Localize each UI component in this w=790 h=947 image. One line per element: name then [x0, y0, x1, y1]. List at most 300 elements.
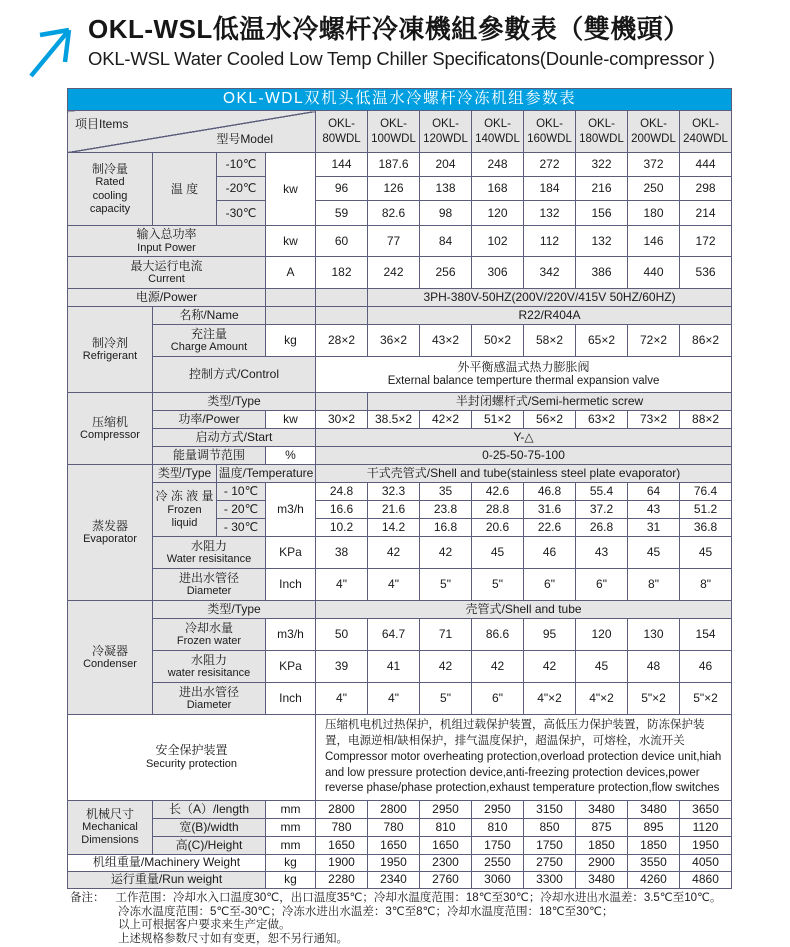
- model-header-cell: [576, 111, 628, 153]
- value-cell: 32.3: [368, 483, 420, 501]
- run-weight-label: 运行重量/Run weight: [68, 871, 266, 888]
- value-cell: 1650: [420, 836, 472, 854]
- model-prefix: OKL-: [432, 117, 459, 130]
- frozen-liquid-row--10: [68, 483, 732, 501]
- height-label: 高(C)/Height: [153, 836, 266, 854]
- value-cell: 3480: [576, 800, 628, 818]
- value-cell: 3550: [628, 854, 680, 871]
- page-title-cn: OKL-WSL低温水冷螺杆冷凍機組參數表（雙機頭）: [88, 14, 690, 44]
- model-header-cell: [368, 111, 420, 153]
- value-cell: 372: [628, 153, 680, 177]
- refrigerant-name-row: [68, 307, 732, 325]
- value-cell: 28×2: [316, 325, 368, 357]
- evap-diameter-label: [153, 569, 266, 601]
- value-cell: 187.6: [368, 153, 420, 177]
- value-cell: 76.4: [680, 483, 732, 501]
- value-cell: 31: [628, 519, 680, 537]
- power-supply-value: 3PH-380V-50HZ(200V/220V/415V 50HZ/60HZ): [368, 289, 732, 307]
- value-cell: 810: [420, 818, 472, 836]
- model-header-cell: [420, 111, 472, 153]
- value-cell: 810: [472, 818, 524, 836]
- value-cell: 24.8: [316, 483, 368, 501]
- value-cell: 58×2: [524, 325, 576, 357]
- security-row: [68, 715, 732, 801]
- value-cell: 45: [628, 537, 680, 569]
- label-line: 外平衡感温式热力膨胀阀: [457, 360, 590, 375]
- label-line: Current: [148, 273, 185, 286]
- value-cell: 4"×2: [576, 683, 628, 715]
- temp-value-label: - 20℃: [217, 501, 266, 519]
- value-cell: 50: [316, 619, 368, 651]
- height-row: [68, 836, 732, 854]
- value-cell: 86.6: [472, 619, 524, 651]
- temp-value-label: -30℃: [217, 201, 266, 226]
- label-line: 安全保护装置: [155, 743, 228, 758]
- label-line: Refrigerant: [82, 350, 138, 363]
- value-cell: 26.8: [576, 519, 628, 537]
- value-cell: 46: [680, 651, 732, 683]
- unit-cell: m3/h: [266, 483, 316, 537]
- model-header-cell: [524, 111, 576, 153]
- value-cell: 1850: [628, 836, 680, 854]
- cooling-water-row: [68, 619, 732, 651]
- value-cell: 30×2: [316, 411, 368, 429]
- label-line: 输入总功率: [136, 227, 197, 242]
- model-name: 160WDL: [527, 132, 572, 145]
- label-line: 制冷量: [91, 162, 128, 177]
- value-cell: 21.6: [368, 501, 420, 519]
- value-cell: 45: [472, 537, 524, 569]
- value-cell: 42: [420, 651, 472, 683]
- cond-water-resistance-row: [68, 651, 732, 683]
- value-cell: 56×2: [524, 411, 576, 429]
- value-cell: 248: [472, 153, 524, 177]
- temp-value-label: -20℃: [217, 177, 266, 201]
- power-supply-label: 电源/Power: [68, 289, 266, 307]
- model-name: 180WDL: [579, 132, 624, 145]
- evap-water-resistance-row: [68, 537, 732, 569]
- cond-water-resistance-label: [153, 651, 266, 683]
- value-cell: 156: [576, 201, 628, 226]
- control-label: 控制方式/Control: [153, 357, 316, 393]
- title-block: [88, 12, 770, 72]
- unit-cell: kg: [266, 871, 316, 888]
- value-cell: 875: [576, 818, 628, 836]
- value-cell: 72×2: [628, 325, 680, 357]
- value-cell: 43: [576, 537, 628, 569]
- label-line: water resisitance: [167, 667, 251, 680]
- value-cell: 6": [576, 569, 628, 601]
- value-cell: 2800: [316, 800, 368, 818]
- value-cell: 1900: [316, 854, 368, 871]
- group-capacity: [68, 153, 153, 226]
- value-cell: 298: [680, 177, 732, 201]
- value-cell: 2750: [524, 854, 576, 871]
- machinery-weight-label: 机组重量/Machinery Weight: [68, 854, 266, 871]
- value-cell: 63×2: [576, 411, 628, 429]
- value-cell: 1750: [472, 836, 524, 854]
- brand-arrow-icon: [24, 18, 80, 80]
- group-condenser: [68, 601, 153, 715]
- value-cell: 204: [420, 153, 472, 177]
- note-line: 上述规格参数尺寸如有变更，恕不另行通知。: [118, 932, 348, 945]
- label-line: External balance temperture thermal expansion valve: [387, 374, 660, 387]
- value-cell: 51×2: [472, 411, 524, 429]
- group-compressor: [68, 393, 153, 465]
- temp-value-label: - 30℃: [217, 519, 266, 537]
- value-cell: 38: [316, 537, 368, 569]
- compressor-power-label: 功率/Power: [153, 411, 266, 429]
- value-cell: 342: [524, 257, 576, 289]
- run-weight-row: [68, 871, 732, 888]
- value-cell: 95: [524, 619, 576, 651]
- capacity-row--10: [68, 153, 732, 177]
- evaporator-type-value: 干式壳管式/Shell and tube(stainless steel plate evaporator): [316, 465, 732, 483]
- unit-cell: kg: [266, 854, 316, 871]
- length-label: 长（A）/length: [153, 800, 266, 818]
- empty-cell: [316, 289, 368, 307]
- current-label: [68, 257, 266, 289]
- model-prefix: OKL-: [588, 117, 615, 130]
- value-cell: 154: [680, 619, 732, 651]
- value-cell: 71: [420, 619, 472, 651]
- value-cell: 4": [316, 569, 368, 601]
- empty-cell: [266, 289, 316, 307]
- value-cell: 46.8: [524, 483, 576, 501]
- temp-value-label: - 10℃: [217, 483, 266, 501]
- value-cell: 146: [628, 226, 680, 257]
- value-cell: 1950: [680, 836, 732, 854]
- unit-cell: kw: [266, 153, 316, 226]
- label-line: Mechanical: [82, 821, 138, 833]
- security-label: [68, 715, 316, 801]
- compressor-type-value: 半封闭螺杆式/Semi-hermetic screw: [368, 393, 732, 411]
- label-line: Condenser: [83, 658, 137, 671]
- label-line: Diameter: [186, 699, 232, 712]
- value-cell: 144: [316, 153, 368, 177]
- unit-cell: m3/h: [266, 619, 316, 651]
- label-line: 制冷剂: [91, 335, 128, 350]
- value-cell: 73×2: [628, 411, 680, 429]
- table-banner: OKL-WDL双机头低温水冷螺杆冷冻机组参数表: [68, 89, 732, 111]
- value-cell: 4860: [680, 871, 732, 888]
- value-cell: 168: [472, 177, 524, 201]
- value-cell: 4": [368, 569, 420, 601]
- model-prefix: OKL-: [380, 117, 407, 130]
- label-line: 冷凝器: [91, 643, 128, 658]
- cond-diameter-row: [68, 683, 732, 715]
- value-cell: 42: [472, 651, 524, 683]
- unit-cell: mm: [266, 836, 316, 854]
- width-row: [68, 818, 732, 836]
- value-cell: 3650: [680, 800, 732, 818]
- value-cell: 242: [368, 257, 420, 289]
- value-cell: 8": [680, 569, 732, 601]
- evap-water-resistance-label: [153, 537, 266, 569]
- value-cell: 180: [628, 201, 680, 226]
- corner-model-label: 型号Model: [216, 131, 273, 146]
- frozen-liquid-label: [153, 483, 217, 537]
- value-cell: 37.2: [576, 501, 628, 519]
- value-cell: 2340: [368, 871, 420, 888]
- value-cell: 48: [628, 651, 680, 683]
- value-cell: 3150: [524, 800, 576, 818]
- unit-cell: kw: [266, 226, 316, 257]
- start-mode-row: [68, 429, 732, 447]
- value-cell: 138: [420, 177, 472, 201]
- model-name: 100WDL: [371, 132, 416, 145]
- value-cell: 2550: [472, 854, 524, 871]
- label-line: 水阻力: [190, 538, 227, 553]
- charge-amount-row: [68, 325, 732, 357]
- label-line: 冷 冻 液 量: [155, 489, 214, 504]
- value-cell: 22.6: [524, 519, 576, 537]
- condenser-type-value: 壳管式/Shell and tube: [316, 601, 732, 619]
- model-name: 80WDL: [322, 132, 361, 145]
- value-cell: 59: [316, 201, 368, 226]
- value-cell: 36.8: [680, 519, 732, 537]
- value-cell: 43×2: [420, 325, 472, 357]
- unit-cell: Inch: [266, 569, 316, 601]
- value-cell: 28.8: [472, 501, 524, 519]
- value-cell: 132: [524, 201, 576, 226]
- value-cell: 42.6: [472, 483, 524, 501]
- model-name: 120WDL: [423, 132, 468, 145]
- label-line: Frozen liquid: [167, 503, 202, 529]
- label-line: Dimensions: [81, 834, 139, 847]
- label-line: Compressor: [80, 429, 140, 442]
- energy-range-label: 能量调节范围: [153, 447, 266, 465]
- label-line: 进出水管径: [178, 684, 239, 699]
- value-cell: 182: [316, 257, 368, 289]
- value-cell: 130: [628, 619, 680, 651]
- unit-cell: mm: [266, 818, 316, 836]
- label-line: Input Power: [137, 241, 196, 254]
- value-cell: 250: [628, 177, 680, 201]
- value-cell: 4260: [628, 871, 680, 888]
- value-cell: 38.5×2: [368, 411, 420, 429]
- value-cell: 3480: [576, 871, 628, 888]
- label-line: 充注量: [190, 326, 227, 341]
- value-cell: 41: [368, 651, 420, 683]
- label-line: cooling: [92, 189, 128, 202]
- corner-items-label: 项目Items: [75, 117, 129, 131]
- value-cell: 39: [316, 651, 368, 683]
- cooling-water-label: [153, 619, 266, 651]
- value-cell: 4"×2: [524, 683, 576, 715]
- group-dimensions: [68, 800, 153, 854]
- label-line: 进出水管径: [178, 570, 239, 585]
- empty-cell: [266, 307, 316, 325]
- note-text: 工作范围：冷却水入口温度30℃，出口温度35℃；冷却水温度范围：18℃至30℃；冷却水进出水温差：3.5℃至10℃。: [115, 892, 722, 904]
- condenser-type-row: [68, 601, 732, 619]
- control-row: [68, 357, 732, 393]
- value-cell: 82.6: [368, 201, 420, 226]
- value-cell: 6": [472, 683, 524, 715]
- value-cell: 8": [628, 569, 680, 601]
- value-cell: 322: [576, 153, 628, 177]
- value-cell: 98: [420, 201, 472, 226]
- page-title-en: OKL-WSL Water Cooled Low Temp Chiller Specificatons(Dounle-compressor ): [88, 48, 715, 69]
- corner-cell: [68, 111, 316, 153]
- evaporator-temp-header: 温度/Temperature: [217, 465, 316, 483]
- value-cell: 6": [524, 569, 576, 601]
- value-cell: 444: [680, 153, 732, 177]
- input-power-label: [68, 226, 266, 257]
- start-mode-value: Y-△: [316, 429, 732, 447]
- model-prefix: OKL-: [692, 117, 719, 130]
- value-cell: 51.2: [680, 501, 732, 519]
- model-name: 200WDL: [631, 132, 676, 145]
- label-line: Security protection: [145, 757, 238, 770]
- label-line: capacity: [89, 202, 131, 215]
- machinery-weight-row: [68, 854, 732, 871]
- value-cell: 14.2: [368, 519, 420, 537]
- refrigerant-name-value: R22/R404A: [368, 307, 732, 325]
- model-header-cell: [628, 111, 680, 153]
- value-cell: 1650: [368, 836, 420, 854]
- unit-cell: %: [266, 447, 316, 465]
- energy-range-row: [68, 447, 732, 465]
- value-cell: 64.7: [368, 619, 420, 651]
- model-name: 140WDL: [475, 132, 520, 145]
- label-line: 最大运行电流: [130, 258, 203, 273]
- value-cell: 102: [472, 226, 524, 257]
- value-cell: 23.8: [420, 501, 472, 519]
- temp-label: 温 度: [153, 153, 217, 226]
- value-cell: 5": [472, 569, 524, 601]
- note-line: 冷冻水温度范围：5℃至-30℃；冷冻水进出水温差：3℃至8℃；冷却水温度范围：18℃至30℃；: [118, 905, 614, 918]
- model-prefix: OKL-: [484, 117, 511, 130]
- value-cell: 216: [576, 177, 628, 201]
- label-line: 机械尺寸: [85, 806, 134, 821]
- model-name: 240WDL: [683, 132, 728, 145]
- evap-diameter-row: [68, 569, 732, 601]
- charge-amount-label: [153, 325, 266, 357]
- value-cell: 2280: [316, 871, 368, 888]
- value-cell: 36×2: [368, 325, 420, 357]
- value-cell: 5"×2: [628, 683, 680, 715]
- value-cell: 42×2: [420, 411, 472, 429]
- value-cell: 1650: [316, 836, 368, 854]
- value-cell: 3060: [472, 871, 524, 888]
- label-line: Charge Amount: [170, 341, 248, 354]
- value-cell: 256: [420, 257, 472, 289]
- value-cell: 2760: [420, 871, 472, 888]
- evaporator-type-label: 类型/Type: [153, 465, 217, 483]
- value-cell: 4": [316, 683, 368, 715]
- empty-cell: [316, 393, 368, 411]
- value-cell: 96: [316, 177, 368, 201]
- security-content: [316, 715, 732, 801]
- label-line: 水阻力: [190, 652, 227, 667]
- note-line: 以上可根据客户要求来生产定做。: [118, 919, 291, 931]
- value-cell: 42: [420, 537, 472, 569]
- value-cell: 45: [576, 651, 628, 683]
- value-cell: 88×2: [680, 411, 732, 429]
- unit-cell: mm: [266, 800, 316, 818]
- unit-cell: A: [266, 257, 316, 289]
- value-cell: 780: [316, 818, 368, 836]
- control-value: [316, 357, 732, 393]
- refrigerant-name-label: 名称/Name: [153, 307, 266, 325]
- value-cell: 126: [368, 177, 420, 201]
- note-label: 备注：: [70, 892, 105, 904]
- temp-value-label: -10℃: [217, 153, 266, 177]
- input-power-row: [68, 226, 732, 257]
- label-line: 冷却水量: [184, 620, 233, 635]
- value-cell: 16.6: [316, 501, 368, 519]
- value-cell: 31.6: [524, 501, 576, 519]
- unit-cell: kg: [266, 325, 316, 357]
- empty-cell: [316, 307, 368, 325]
- group-refrigerant: [68, 307, 153, 393]
- unit-cell: Inch: [266, 683, 316, 715]
- value-cell: 1950: [368, 854, 420, 871]
- label-line: Rated: [95, 176, 125, 189]
- length-row: [68, 800, 732, 818]
- value-cell: 172: [680, 226, 732, 257]
- model-prefix: OKL-: [536, 117, 563, 130]
- value-cell: 386: [576, 257, 628, 289]
- width-label: 宽(B)/width: [153, 818, 266, 836]
- value-cell: 5": [420, 683, 472, 715]
- footnotes: [70, 892, 770, 946]
- value-cell: 120: [472, 201, 524, 226]
- label-line: 压缩机: [91, 414, 128, 429]
- start-mode-label: 启动方式/Start: [153, 429, 316, 447]
- security-text-cn: 压缩机电机过热保护，机组过载保护装置，高低压力保护装置，防冻保护装置，电源逆相/缺相保护，排气温度保护，超温保护，可熔栓，水流开关: [325, 719, 705, 747]
- model-prefix: OKL-: [328, 117, 355, 130]
- value-cell: 42: [524, 651, 576, 683]
- compressor-power-row: [68, 411, 732, 429]
- group-evaporator: [68, 465, 153, 601]
- current-row: [68, 257, 732, 289]
- value-cell: 1850: [576, 836, 628, 854]
- condenser-type-label: 类型/Type: [153, 601, 316, 619]
- value-cell: 850: [524, 818, 576, 836]
- value-cell: 272: [524, 153, 576, 177]
- value-cell: 3480: [628, 800, 680, 818]
- model-header-cell: [472, 111, 524, 153]
- value-cell: 5"×2: [680, 683, 732, 715]
- value-cell: 112: [524, 226, 576, 257]
- value-cell: 86×2: [680, 325, 732, 357]
- value-cell: 306: [472, 257, 524, 289]
- value-cell: 45: [680, 537, 732, 569]
- note-line: [70, 892, 770, 906]
- label-line: Frozen water: [176, 635, 242, 648]
- value-cell: 2950: [420, 800, 472, 818]
- value-cell: 55.4: [576, 483, 628, 501]
- value-cell: 60: [316, 226, 368, 257]
- energy-range-value: 0-25-50-75-100: [316, 447, 732, 465]
- label-line: Diameter: [186, 585, 232, 598]
- value-cell: 10.2: [316, 519, 368, 537]
- power-supply-row: [68, 289, 732, 307]
- value-cell: 536: [680, 257, 732, 289]
- value-cell: 46: [524, 537, 576, 569]
- value-cell: 440: [628, 257, 680, 289]
- value-cell: 16.8: [420, 519, 472, 537]
- value-cell: 5": [420, 569, 472, 601]
- value-cell: 2800: [368, 800, 420, 818]
- value-cell: 780: [368, 818, 420, 836]
- security-text-en: Compressor motor overheating protection,overload protection device unit,hiah and low pressure protection device,anti-freezing protection devices,power reverse phase/phase protection,exhaust temperature protection,flow switches: [325, 751, 722, 794]
- value-cell: 2950: [472, 800, 524, 818]
- unit-cell: KPa: [266, 651, 316, 683]
- compressor-type-row: [68, 393, 732, 411]
